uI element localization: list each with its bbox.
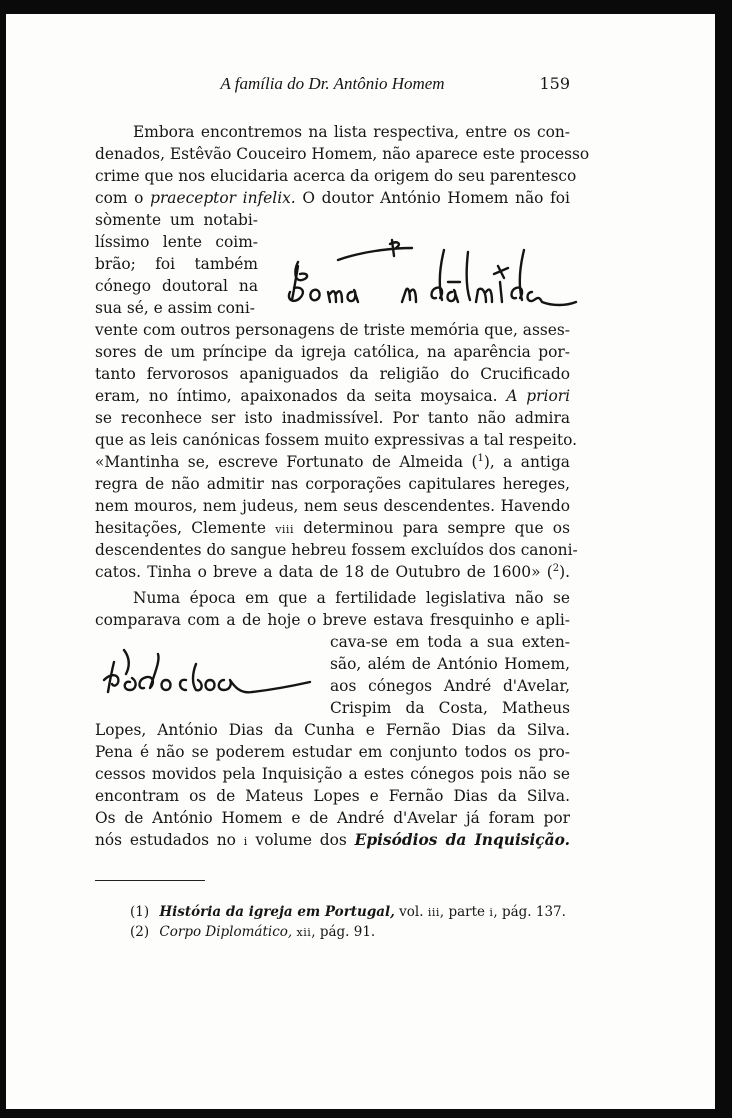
text-line: líssimo lente coim- xyxy=(95,233,258,251)
text-span: volume dos xyxy=(255,831,347,849)
footnote-ref: 2 xyxy=(552,562,560,574)
text-line: sòmente um notabi- xyxy=(95,211,258,229)
text-line: Pena é não se poderem estudar em conjunto todos os pro- xyxy=(95,743,570,761)
roman-numeral: i xyxy=(489,906,494,919)
footnote-mark: (1) xyxy=(130,904,150,920)
footnote-2 xyxy=(130,922,580,942)
text-line: brão; foi também xyxy=(95,255,258,273)
running-header xyxy=(95,74,570,98)
text-line: que as leis canónicas fossem muito expressivas a tal respeito. xyxy=(95,431,578,449)
text-line xyxy=(95,517,570,539)
text-span: com o xyxy=(95,189,144,207)
text-span: determinou para sempre que os xyxy=(303,519,570,537)
roman-numeral: xii xyxy=(296,926,312,939)
text-line: vente com outros personagens de triste memória que, asses- xyxy=(95,321,570,339)
text-line xyxy=(95,385,570,407)
latin-phrase: praeceptor infelix. xyxy=(150,189,296,207)
text-line: sores de um príncipe da igreja católica, na aparência por- xyxy=(95,343,570,361)
text-line: Crispim da Costa, Matheus xyxy=(330,699,570,717)
text-line: nem mouros, nem judeus, nem seus descendentes. Havendo xyxy=(95,497,570,515)
running-title: A família do Dr. Antônio Homem xyxy=(220,74,445,93)
handwritten-signature-1 xyxy=(280,222,580,322)
roman-numeral: iii xyxy=(427,906,440,919)
text-span: ), a antiga xyxy=(483,453,570,471)
book-title: Episódios da Inquisição. xyxy=(354,831,570,849)
text-line: cónego doutoral na xyxy=(95,277,258,295)
text-line xyxy=(95,829,570,851)
text-line: Lopes, António Dias da Cunha e Fernão Dias da Silva. xyxy=(95,721,570,739)
footnote-text: , parte xyxy=(439,904,486,920)
text-span: O doutor António Homem não foi xyxy=(302,189,570,207)
footnote-text: vol. xyxy=(399,904,424,920)
text-line: Numa época em que a fertilidade legislativa não se xyxy=(133,589,570,607)
text-line: se reconhece ser isto inadmissível. Por tanto não admira xyxy=(95,409,570,427)
text-span: «Mantinha se, escreve Fortunato de Almeida ( xyxy=(95,453,478,471)
text-span: hesitações, Clemente xyxy=(95,519,266,537)
footnote-mark: (2) xyxy=(130,924,150,940)
roman-numeral: viii xyxy=(275,523,294,536)
text-line: regra de não admitir nas corporações capitulares hereges, xyxy=(95,475,570,493)
text-line: cava-se em toda a sua exten- xyxy=(330,633,570,651)
footnote-title: Corpo Diplomático, xyxy=(159,924,293,940)
roman-numeral: i xyxy=(243,835,248,848)
text-span: catos. Tinha o breve a data de 18 de Outubro de 1600» ( xyxy=(95,563,553,581)
text-line: comparava com a de hoje o breve estava fresquinho e apli- xyxy=(95,611,570,629)
text-line: Os de António Homem e de André d'Avelar já foram por xyxy=(95,809,570,827)
text-line: crime que nos elucidaria acerca da origem do seu parentesco xyxy=(95,167,577,185)
handwritten-signature-2 xyxy=(100,640,315,710)
footnote-ref: 1 xyxy=(477,452,484,464)
text-line: são, além de António Homem, xyxy=(330,655,570,673)
latin-phrase: A priori xyxy=(506,387,570,405)
text-line: cessos movidos pela Inquisição a estes cónegos pois não se xyxy=(95,765,570,783)
text-span: eram, no íntimo, apaixonados da seita moysaica. xyxy=(95,387,498,405)
text-line xyxy=(95,561,570,583)
footnote-separator xyxy=(95,880,205,881)
text-line: aos cónegos André d'Avelar, xyxy=(330,677,570,695)
text-span: nós estudados no xyxy=(95,831,236,849)
text-line: descendentes do sangue hebreu fossem excluídos dos canoni- xyxy=(95,541,578,559)
text-line: Embora encontremos na lista respectiva, entre os con- xyxy=(133,123,570,141)
footnote-1 xyxy=(130,902,580,922)
footnote-title: História da igreja em Portugal, xyxy=(159,904,395,920)
footnote-text: , pág. 137. xyxy=(493,904,566,920)
text-line: tanto fervorosos apaniguados da religião do Crucificado xyxy=(95,365,570,383)
text-line xyxy=(95,187,570,209)
page-number: 159 xyxy=(539,74,570,93)
text-line xyxy=(95,451,570,473)
text-line: sua sé, e assim coni- xyxy=(95,299,255,317)
text-span: ). xyxy=(559,563,570,581)
text-line: denados, Estêvão Couceiro Homem, não aparece este processo xyxy=(95,145,590,163)
text-line: encontram os de Mateus Lopes e Fernão Dias da Silva. xyxy=(95,787,570,805)
footnote-text: , pág. 91. xyxy=(311,924,376,940)
